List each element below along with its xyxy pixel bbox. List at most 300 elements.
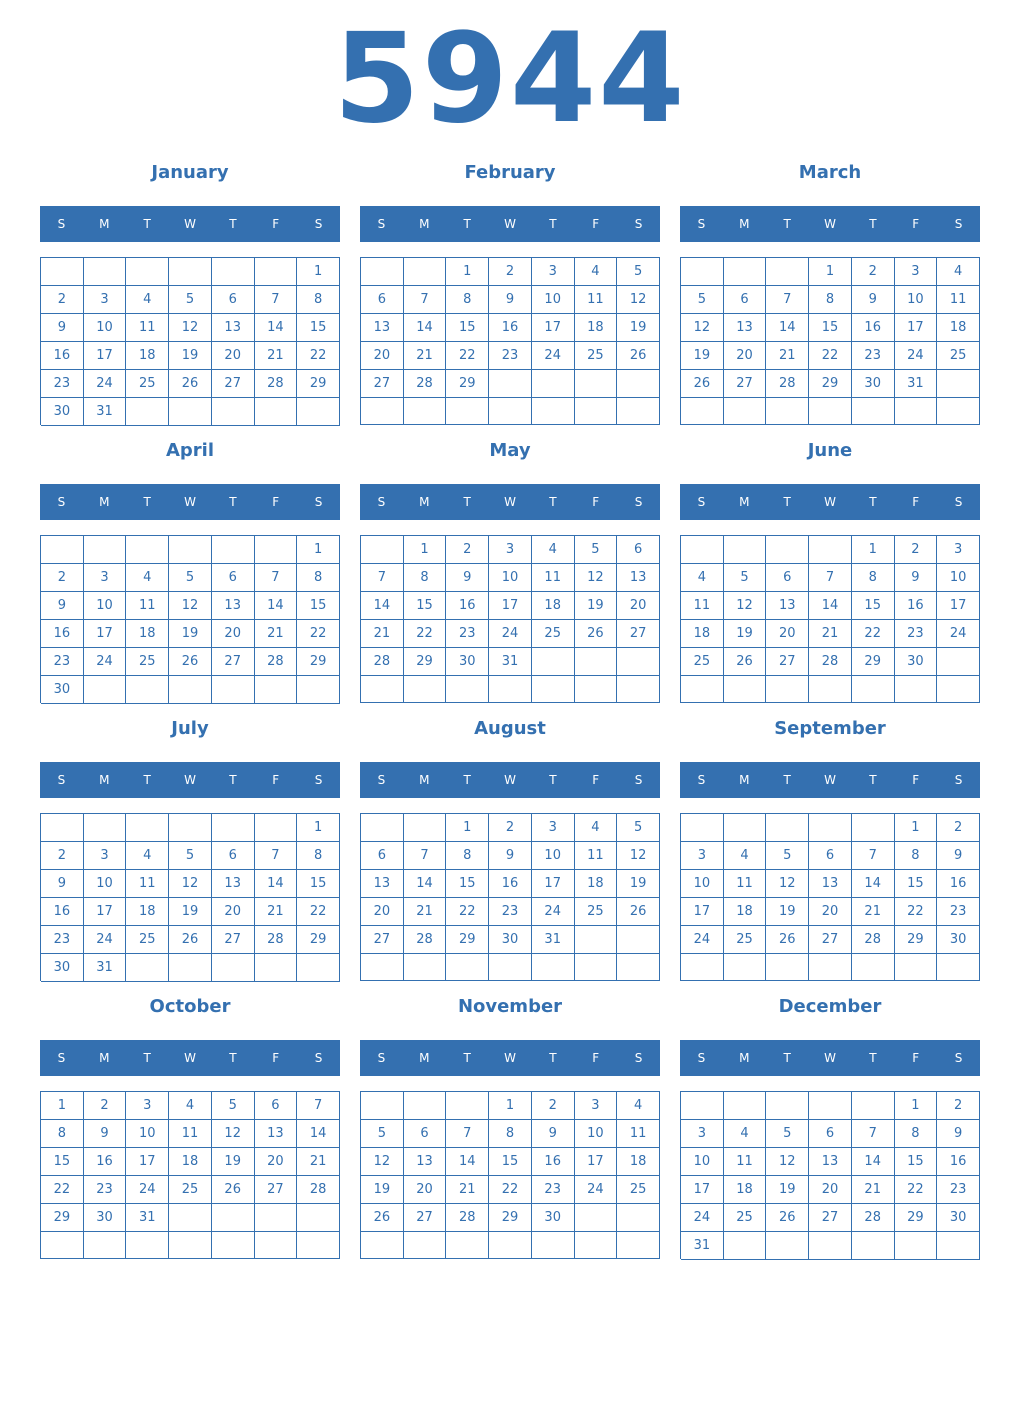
day-cell[interactable]: 11: [126, 314, 169, 342]
day-cell[interactable]: 26: [169, 926, 212, 954]
day-cell[interactable]: 27: [212, 926, 255, 954]
day-cell[interactable]: 10: [681, 870, 724, 898]
day-cell[interactable]: 2: [84, 1092, 127, 1120]
day-cell[interactable]: 4: [126, 286, 169, 314]
day-cell[interactable]: 17: [532, 314, 575, 342]
day-cell[interactable]: 3: [532, 814, 575, 842]
day-cell[interactable]: 11: [681, 592, 724, 620]
day-cell[interactable]: 21: [404, 342, 447, 370]
day-cell[interactable]: 25: [681, 648, 724, 676]
day-cell[interactable]: 27: [255, 1176, 298, 1204]
day-cell[interactable]: 20: [724, 342, 767, 370]
day-cell[interactable]: 4: [126, 842, 169, 870]
day-cell[interactable]: 7: [255, 564, 298, 592]
day-cell[interactable]: 26: [766, 926, 809, 954]
day-cell[interactable]: 25: [575, 898, 618, 926]
day-cell[interactable]: 14: [852, 870, 895, 898]
day-cell[interactable]: 19: [212, 1148, 255, 1176]
day-cell[interactable]: 8: [895, 842, 938, 870]
day-cell[interactable]: 3: [532, 258, 575, 286]
day-cell[interactable]: 14: [446, 1148, 489, 1176]
day-cell[interactable]: 4: [126, 564, 169, 592]
day-cell[interactable]: 3: [84, 564, 127, 592]
day-cell[interactable]: 21: [255, 620, 298, 648]
day-cell[interactable]: 3: [84, 842, 127, 870]
day-cell[interactable]: 17: [532, 870, 575, 898]
day-cell[interactable]: 3: [126, 1092, 169, 1120]
day-cell[interactable]: 5: [169, 842, 212, 870]
day-cell[interactable]: 3: [895, 258, 938, 286]
day-cell[interactable]: 25: [126, 926, 169, 954]
day-cell[interactable]: 27: [809, 926, 852, 954]
day-cell[interactable]: 19: [617, 870, 660, 898]
day-cell[interactable]: 20: [617, 592, 660, 620]
day-cell[interactable]: 25: [724, 1204, 767, 1232]
day-cell[interactable]: 6: [255, 1092, 298, 1120]
day-cell[interactable]: 5: [169, 286, 212, 314]
day-cell[interactable]: 20: [766, 620, 809, 648]
day-cell[interactable]: 9: [937, 842, 980, 870]
day-cell[interactable]: 12: [724, 592, 767, 620]
day-cell[interactable]: 7: [361, 564, 404, 592]
day-cell[interactable]: 16: [489, 870, 532, 898]
day-cell[interactable]: 31: [84, 954, 127, 982]
day-cell[interactable]: 8: [41, 1120, 84, 1148]
day-cell[interactable]: 13: [361, 870, 404, 898]
day-cell[interactable]: 11: [532, 564, 575, 592]
day-cell[interactable]: 7: [852, 1120, 895, 1148]
day-cell[interactable]: 1: [41, 1092, 84, 1120]
day-cell[interactable]: 19: [169, 620, 212, 648]
day-cell[interactable]: 17: [681, 1176, 724, 1204]
day-cell[interactable]: 1: [297, 814, 340, 842]
day-cell[interactable]: 31: [84, 398, 127, 426]
day-cell[interactable]: 31: [681, 1232, 724, 1260]
day-cell[interactable]: 23: [852, 342, 895, 370]
day-cell[interactable]: 12: [766, 1148, 809, 1176]
day-cell[interactable]: 14: [255, 314, 298, 342]
day-cell[interactable]: 13: [212, 592, 255, 620]
day-cell[interactable]: 13: [255, 1120, 298, 1148]
day-cell[interactable]: 27: [766, 648, 809, 676]
day-cell[interactable]: 31: [532, 926, 575, 954]
day-cell[interactable]: 21: [766, 342, 809, 370]
day-cell[interactable]: 25: [126, 370, 169, 398]
day-cell[interactable]: 25: [724, 926, 767, 954]
day-cell[interactable]: 8: [895, 1120, 938, 1148]
day-cell[interactable]: 4: [532, 536, 575, 564]
day-cell[interactable]: 21: [852, 898, 895, 926]
day-cell[interactable]: 12: [212, 1120, 255, 1148]
day-cell[interactable]: 2: [937, 814, 980, 842]
day-cell[interactable]: 18: [126, 620, 169, 648]
day-cell[interactable]: 14: [852, 1148, 895, 1176]
day-cell[interactable]: 23: [532, 1176, 575, 1204]
day-cell[interactable]: 2: [41, 286, 84, 314]
day-cell[interactable]: 13: [617, 564, 660, 592]
day-cell[interactable]: 27: [361, 926, 404, 954]
day-cell[interactable]: 6: [404, 1120, 447, 1148]
day-cell[interactable]: 26: [724, 648, 767, 676]
day-cell[interactable]: 18: [575, 314, 618, 342]
day-cell[interactable]: 15: [446, 314, 489, 342]
day-cell[interactable]: 6: [212, 286, 255, 314]
day-cell[interactable]: 6: [361, 286, 404, 314]
day-cell[interactable]: 10: [937, 564, 980, 592]
day-cell[interactable]: 28: [297, 1176, 340, 1204]
day-cell[interactable]: 2: [446, 536, 489, 564]
day-cell[interactable]: 30: [446, 648, 489, 676]
day-cell[interactable]: 12: [766, 870, 809, 898]
day-cell[interactable]: 24: [895, 342, 938, 370]
day-cell[interactable]: 25: [169, 1176, 212, 1204]
day-cell[interactable]: 19: [681, 342, 724, 370]
day-cell[interactable]: 5: [169, 564, 212, 592]
day-cell[interactable]: 29: [895, 1204, 938, 1232]
day-cell[interactable]: 6: [809, 842, 852, 870]
day-cell[interactable]: 23: [895, 620, 938, 648]
day-cell[interactable]: 30: [489, 926, 532, 954]
day-cell[interactable]: 26: [617, 898, 660, 926]
day-cell[interactable]: 21: [361, 620, 404, 648]
day-cell[interactable]: 30: [41, 954, 84, 982]
day-cell[interactable]: 7: [852, 842, 895, 870]
day-cell[interactable]: 16: [489, 314, 532, 342]
day-cell[interactable]: 7: [809, 564, 852, 592]
day-cell[interactable]: 15: [41, 1148, 84, 1176]
day-cell[interactable]: 23: [446, 620, 489, 648]
day-cell[interactable]: 17: [126, 1148, 169, 1176]
day-cell[interactable]: 17: [575, 1148, 618, 1176]
day-cell[interactable]: 24: [126, 1176, 169, 1204]
day-cell[interactable]: 21: [446, 1176, 489, 1204]
day-cell[interactable]: 7: [297, 1092, 340, 1120]
day-cell[interactable]: 12: [169, 592, 212, 620]
day-cell[interactable]: 28: [446, 1204, 489, 1232]
day-cell[interactable]: 23: [937, 898, 980, 926]
day-cell[interactable]: 9: [41, 870, 84, 898]
day-cell[interactable]: 20: [809, 1176, 852, 1204]
day-cell[interactable]: 18: [724, 898, 767, 926]
day-cell[interactable]: 17: [84, 342, 127, 370]
day-cell[interactable]: 17: [84, 620, 127, 648]
day-cell[interactable]: 13: [404, 1148, 447, 1176]
day-cell[interactable]: 1: [489, 1092, 532, 1120]
day-cell[interactable]: 26: [681, 370, 724, 398]
day-cell[interactable]: 30: [532, 1204, 575, 1232]
day-cell[interactable]: 8: [297, 564, 340, 592]
day-cell[interactable]: 3: [84, 286, 127, 314]
day-cell[interactable]: 27: [212, 370, 255, 398]
day-cell[interactable]: 7: [255, 842, 298, 870]
day-cell[interactable]: 16: [41, 898, 84, 926]
day-cell[interactable]: 5: [766, 1120, 809, 1148]
day-cell[interactable]: 1: [809, 258, 852, 286]
day-cell[interactable]: 22: [446, 898, 489, 926]
day-cell[interactable]: 16: [937, 1148, 980, 1176]
day-cell[interactable]: 15: [404, 592, 447, 620]
day-cell[interactable]: 26: [361, 1204, 404, 1232]
day-cell[interactable]: 3: [681, 1120, 724, 1148]
day-cell[interactable]: 21: [852, 1176, 895, 1204]
day-cell[interactable]: 20: [361, 898, 404, 926]
day-cell[interactable]: 7: [446, 1120, 489, 1148]
day-cell[interactable]: 22: [297, 342, 340, 370]
day-cell[interactable]: 26: [169, 648, 212, 676]
day-cell[interactable]: 30: [937, 926, 980, 954]
day-cell[interactable]: 10: [895, 286, 938, 314]
day-cell[interactable]: 18: [681, 620, 724, 648]
day-cell[interactable]: 15: [297, 314, 340, 342]
day-cell[interactable]: 16: [895, 592, 938, 620]
day-cell[interactable]: 23: [41, 648, 84, 676]
day-cell[interactable]: 24: [84, 648, 127, 676]
day-cell[interactable]: 18: [617, 1148, 660, 1176]
day-cell[interactable]: 13: [766, 592, 809, 620]
day-cell[interactable]: 30: [41, 676, 84, 704]
day-cell[interactable]: 14: [255, 870, 298, 898]
day-cell[interactable]: 16: [446, 592, 489, 620]
day-cell[interactable]: 20: [809, 898, 852, 926]
day-cell[interactable]: 18: [532, 592, 575, 620]
day-cell[interactable]: 16: [937, 870, 980, 898]
day-cell[interactable]: 27: [617, 620, 660, 648]
day-cell[interactable]: 15: [852, 592, 895, 620]
day-cell[interactable]: 25: [575, 342, 618, 370]
day-cell[interactable]: 19: [766, 1176, 809, 1204]
day-cell[interactable]: 16: [532, 1148, 575, 1176]
day-cell[interactable]: 1: [404, 536, 447, 564]
day-cell[interactable]: 13: [809, 870, 852, 898]
day-cell[interactable]: 9: [41, 314, 84, 342]
day-cell[interactable]: 17: [489, 592, 532, 620]
day-cell[interactable]: 26: [617, 342, 660, 370]
day-cell[interactable]: 20: [212, 342, 255, 370]
day-cell[interactable]: 18: [937, 314, 980, 342]
day-cell[interactable]: 11: [724, 1148, 767, 1176]
day-cell[interactable]: 18: [126, 898, 169, 926]
day-cell[interactable]: 29: [446, 370, 489, 398]
day-cell[interactable]: 22: [446, 342, 489, 370]
day-cell[interactable]: 14: [404, 314, 447, 342]
day-cell[interactable]: 16: [852, 314, 895, 342]
day-cell[interactable]: 8: [297, 286, 340, 314]
day-cell[interactable]: 28: [766, 370, 809, 398]
day-cell[interactable]: 12: [575, 564, 618, 592]
day-cell[interactable]: 5: [361, 1120, 404, 1148]
day-cell[interactable]: 1: [446, 814, 489, 842]
day-cell[interactable]: 8: [489, 1120, 532, 1148]
day-cell[interactable]: 12: [617, 286, 660, 314]
day-cell[interactable]: 16: [84, 1148, 127, 1176]
day-cell[interactable]: 7: [404, 842, 447, 870]
day-cell[interactable]: 5: [575, 536, 618, 564]
day-cell[interactable]: 25: [126, 648, 169, 676]
day-cell[interactable]: 28: [809, 648, 852, 676]
day-cell[interactable]: 10: [84, 870, 127, 898]
day-cell[interactable]: 29: [404, 648, 447, 676]
day-cell[interactable]: 6: [809, 1120, 852, 1148]
day-cell[interactable]: 27: [361, 370, 404, 398]
day-cell[interactable]: 5: [617, 258, 660, 286]
day-cell[interactable]: 11: [126, 870, 169, 898]
day-cell[interactable]: 3: [937, 536, 980, 564]
day-cell[interactable]: 8: [404, 564, 447, 592]
day-cell[interactable]: 18: [575, 870, 618, 898]
day-cell[interactable]: 10: [84, 314, 127, 342]
day-cell[interactable]: 5: [617, 814, 660, 842]
day-cell[interactable]: 19: [617, 314, 660, 342]
day-cell[interactable]: 28: [852, 1204, 895, 1232]
day-cell[interactable]: 30: [852, 370, 895, 398]
day-cell[interactable]: 10: [575, 1120, 618, 1148]
day-cell[interactable]: 24: [84, 370, 127, 398]
day-cell[interactable]: 23: [937, 1176, 980, 1204]
day-cell[interactable]: 24: [681, 1204, 724, 1232]
day-cell[interactable]: 29: [297, 370, 340, 398]
day-cell[interactable]: 17: [84, 898, 127, 926]
day-cell[interactable]: 19: [724, 620, 767, 648]
day-cell[interactable]: 29: [297, 926, 340, 954]
day-cell[interactable]: 21: [297, 1148, 340, 1176]
day-cell[interactable]: 8: [852, 564, 895, 592]
day-cell[interactable]: 19: [766, 898, 809, 926]
day-cell[interactable]: 31: [895, 370, 938, 398]
day-cell[interactable]: 1: [297, 536, 340, 564]
day-cell[interactable]: 17: [681, 898, 724, 926]
day-cell[interactable]: 30: [41, 398, 84, 426]
day-cell[interactable]: 25: [617, 1176, 660, 1204]
day-cell[interactable]: 10: [84, 592, 127, 620]
day-cell[interactable]: 15: [446, 870, 489, 898]
day-cell[interactable]: 15: [895, 1148, 938, 1176]
day-cell[interactable]: 28: [404, 370, 447, 398]
day-cell[interactable]: 22: [895, 1176, 938, 1204]
day-cell[interactable]: 28: [255, 926, 298, 954]
day-cell[interactable]: 22: [297, 898, 340, 926]
day-cell[interactable]: 1: [297, 258, 340, 286]
day-cell[interactable]: 23: [84, 1176, 127, 1204]
day-cell[interactable]: 15: [895, 870, 938, 898]
day-cell[interactable]: 20: [404, 1176, 447, 1204]
day-cell[interactable]: 22: [489, 1176, 532, 1204]
day-cell[interactable]: 4: [575, 258, 618, 286]
day-cell[interactable]: 23: [489, 342, 532, 370]
day-cell[interactable]: 24: [575, 1176, 618, 1204]
day-cell[interactable]: 11: [169, 1120, 212, 1148]
day-cell[interactable]: 11: [575, 286, 618, 314]
day-cell[interactable]: 14: [404, 870, 447, 898]
day-cell[interactable]: 13: [212, 314, 255, 342]
day-cell[interactable]: 29: [852, 648, 895, 676]
day-cell[interactable]: 3: [575, 1092, 618, 1120]
day-cell[interactable]: 8: [809, 286, 852, 314]
day-cell[interactable]: 28: [852, 926, 895, 954]
day-cell[interactable]: 26: [169, 370, 212, 398]
day-cell[interactable]: 12: [617, 842, 660, 870]
day-cell[interactable]: 15: [809, 314, 852, 342]
day-cell[interactable]: 29: [446, 926, 489, 954]
day-cell[interactable]: 6: [617, 536, 660, 564]
day-cell[interactable]: 22: [852, 620, 895, 648]
day-cell[interactable]: 4: [724, 1120, 767, 1148]
day-cell[interactable]: 13: [361, 314, 404, 342]
day-cell[interactable]: 15: [297, 592, 340, 620]
day-cell[interactable]: 6: [361, 842, 404, 870]
day-cell[interactable]: 25: [532, 620, 575, 648]
day-cell[interactable]: 9: [937, 1120, 980, 1148]
day-cell[interactable]: 9: [489, 286, 532, 314]
day-cell[interactable]: 19: [169, 342, 212, 370]
day-cell[interactable]: 3: [681, 842, 724, 870]
day-cell[interactable]: 20: [212, 620, 255, 648]
day-cell[interactable]: 19: [575, 592, 618, 620]
day-cell[interactable]: 26: [212, 1176, 255, 1204]
day-cell[interactable]: 29: [895, 926, 938, 954]
day-cell[interactable]: 28: [255, 370, 298, 398]
day-cell[interactable]: 6: [212, 564, 255, 592]
day-cell[interactable]: 11: [937, 286, 980, 314]
day-cell[interactable]: 30: [84, 1204, 127, 1232]
day-cell[interactable]: 10: [532, 842, 575, 870]
day-cell[interactable]: 29: [297, 648, 340, 676]
day-cell[interactable]: 4: [724, 842, 767, 870]
day-cell[interactable]: 14: [255, 592, 298, 620]
day-cell[interactable]: 5: [724, 564, 767, 592]
day-cell[interactable]: 5: [681, 286, 724, 314]
day-cell[interactable]: 26: [575, 620, 618, 648]
day-cell[interactable]: 31: [489, 648, 532, 676]
day-cell[interactable]: 28: [404, 926, 447, 954]
day-cell[interactable]: 9: [895, 564, 938, 592]
day-cell[interactable]: 9: [84, 1120, 127, 1148]
day-cell[interactable]: 7: [255, 286, 298, 314]
day-cell[interactable]: 17: [895, 314, 938, 342]
day-cell[interactable]: 28: [255, 648, 298, 676]
day-cell[interactable]: 27: [724, 370, 767, 398]
day-cell[interactable]: 9: [852, 286, 895, 314]
day-cell[interactable]: 12: [169, 870, 212, 898]
day-cell[interactable]: 30: [937, 1204, 980, 1232]
day-cell[interactable]: 7: [766, 286, 809, 314]
day-cell[interactable]: 5: [766, 842, 809, 870]
day-cell[interactable]: 4: [681, 564, 724, 592]
day-cell[interactable]: 14: [766, 314, 809, 342]
day-cell[interactable]: 14: [361, 592, 404, 620]
day-cell[interactable]: 16: [41, 342, 84, 370]
day-cell[interactable]: 26: [766, 1204, 809, 1232]
day-cell[interactable]: 2: [895, 536, 938, 564]
day-cell[interactable]: 1: [446, 258, 489, 286]
day-cell[interactable]: 27: [404, 1204, 447, 1232]
day-cell[interactable]: 19: [169, 898, 212, 926]
day-cell[interactable]: 29: [489, 1204, 532, 1232]
day-cell[interactable]: 28: [361, 648, 404, 676]
day-cell[interactable]: 30: [895, 648, 938, 676]
day-cell[interactable]: 24: [532, 898, 575, 926]
day-cell[interactable]: 18: [126, 342, 169, 370]
day-cell[interactable]: 17: [937, 592, 980, 620]
day-cell[interactable]: 13: [809, 1148, 852, 1176]
day-cell[interactable]: 11: [617, 1120, 660, 1148]
day-cell[interactable]: 18: [724, 1176, 767, 1204]
day-cell[interactable]: 12: [681, 314, 724, 342]
day-cell[interactable]: 24: [489, 620, 532, 648]
day-cell[interactable]: 6: [724, 286, 767, 314]
day-cell[interactable]: 14: [297, 1120, 340, 1148]
day-cell[interactable]: 14: [809, 592, 852, 620]
day-cell[interactable]: 1: [852, 536, 895, 564]
